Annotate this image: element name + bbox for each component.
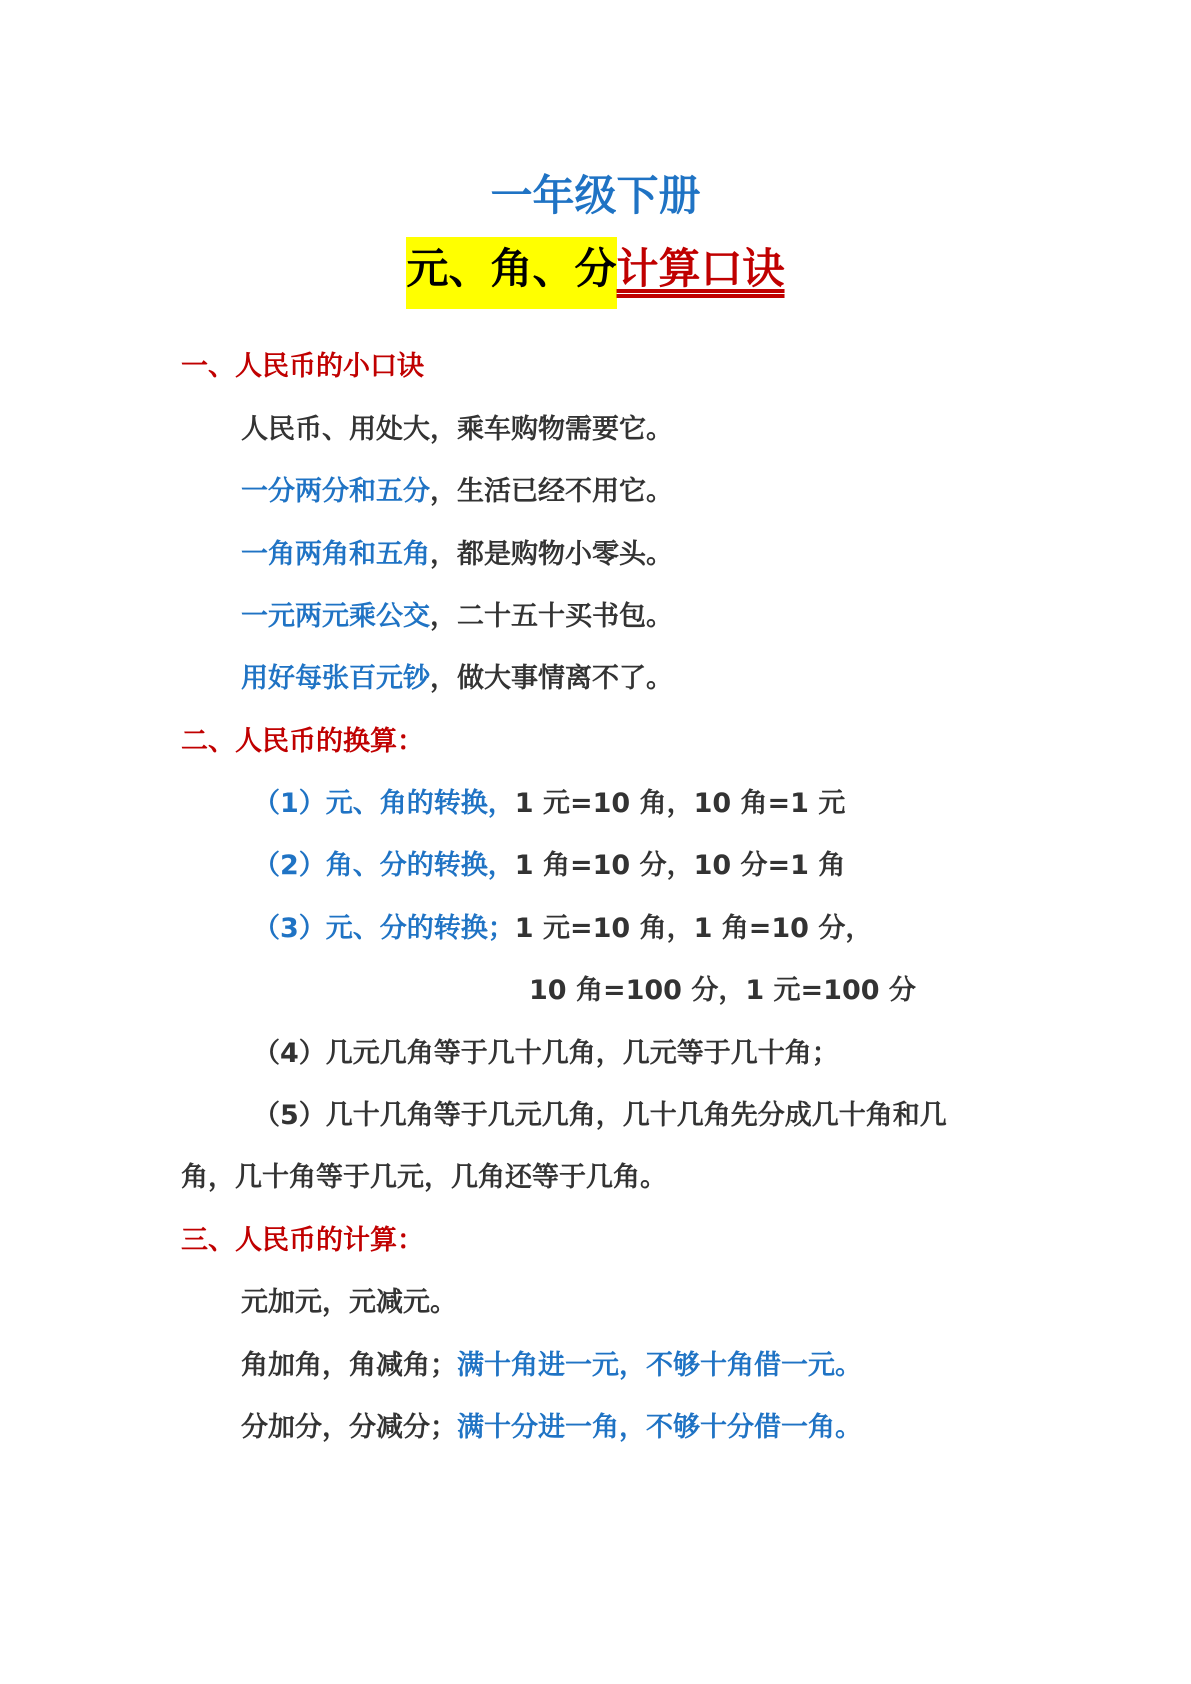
s3-line-3-rest: 分加分，分减分； bbox=[241, 1412, 457, 1443]
s2-item-1-text: 1 元=10 角，10 角=1 元 bbox=[514, 788, 846, 819]
s2-item-1-label: （1）元、角的转换， bbox=[253, 788, 515, 819]
s3-line-3 bbox=[241, 1408, 862, 1448]
s1-line-2 bbox=[241, 472, 673, 512]
s2-item-3 bbox=[253, 909, 872, 949]
s1-line-3-blue: 一角两角和五角 bbox=[241, 539, 430, 570]
section-2-heading: 二、人民币的换算： bbox=[181, 726, 424, 757]
page-subtitle bbox=[0, 237, 1191, 309]
s2-item-2 bbox=[253, 846, 845, 886]
s1-line-2-blue: 一分两分和五分 bbox=[241, 476, 430, 507]
subtitle-rest: 计算口诀 bbox=[616, 244, 785, 293]
section-1-heading: 一、人民币的小口诀 bbox=[181, 351, 424, 382]
s1-line-4 bbox=[241, 597, 673, 637]
s3-line-2-blue: 满十角进一元，不够十角借一元。 bbox=[457, 1350, 862, 1381]
s1-line-2-rest: ，生活已经不用它。 bbox=[430, 476, 673, 507]
subtitle-highlight: 元、角、分 bbox=[406, 237, 616, 309]
s3-line-1: 元加元，元减元。 bbox=[241, 1287, 457, 1318]
s1-line-5 bbox=[241, 659, 673, 699]
s1-line-5-rest: ，做大事情离不了。 bbox=[430, 663, 673, 694]
s3-line-2-rest: 角加角，角减角； bbox=[241, 1350, 457, 1381]
s1-line-4-rest: ，二十五十买书包。 bbox=[430, 601, 673, 632]
s1-line-4-blue: 一元两元乘公交 bbox=[241, 601, 430, 632]
s1-line-3 bbox=[241, 535, 673, 575]
s2-item-2-label: （2）角、分的转换， bbox=[253, 850, 515, 881]
s3-line-3-blue: 满十分进一角，不够十分借一角。 bbox=[457, 1412, 862, 1443]
s1-line-5-blue: 用好每张百元钞 bbox=[241, 663, 430, 694]
s2-item-5: （5）几十几角等于几元几角，几十几角先分成几十角和几 bbox=[253, 1100, 947, 1131]
s2-item-5-continued: 角，几十角等于几元，几角还等于几角。 bbox=[181, 1162, 667, 1193]
s2-item-4: （4）几元几角等于几十几角，几元等于几十角； bbox=[253, 1038, 839, 1069]
s2-item-3-text: 1 元=10 角，1 角=10 分， bbox=[514, 913, 873, 944]
section-3-heading: 三、人民币的计算： bbox=[181, 1225, 424, 1256]
s1-line-1: 人民币、用处大，乘车购物需要它。 bbox=[241, 414, 673, 445]
s1-line-3-rest: ，都是购物小零头。 bbox=[430, 539, 673, 570]
s2-item-3-label: （3）元、分的转换； bbox=[253, 913, 515, 944]
s3-line-2 bbox=[241, 1346, 862, 1386]
s2-item-1 bbox=[253, 784, 845, 824]
s2-item-2-text: 1 角=10 分，10 分=1 角 bbox=[514, 850, 846, 881]
s2-item-3-continued: 10 角=100 分，1 元=100 分 bbox=[529, 975, 916, 1006]
page-title: 一年级下册 bbox=[490, 171, 701, 220]
